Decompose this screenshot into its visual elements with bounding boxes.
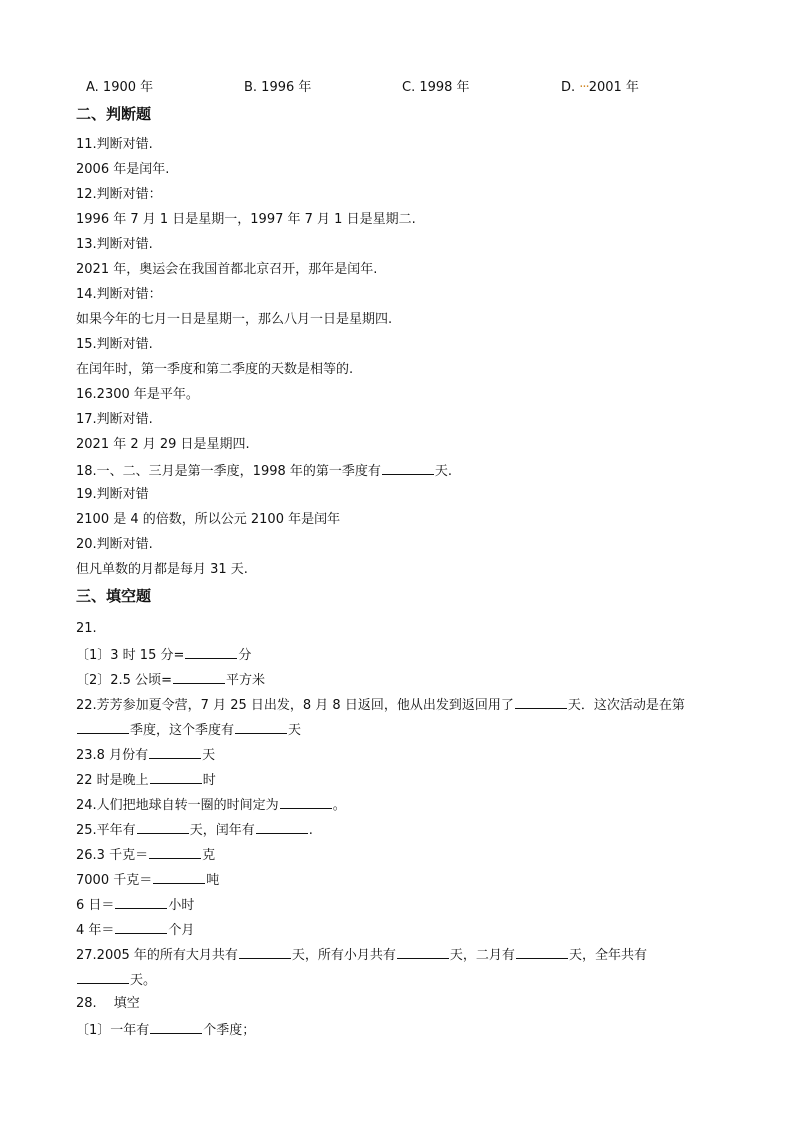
q21-p2-unit: 平方米	[225, 673, 265, 688]
answer-blank[interactable]	[239, 945, 291, 959]
judge-line: 12.判断对错：	[76, 187, 162, 202]
option-d	[561, 79, 639, 97]
answer-blank[interactable]	[115, 920, 167, 934]
q21-part1	[76, 645, 251, 665]
q23-text: 23.8 月份有	[76, 748, 149, 763]
judge-line: 20.判断对错.	[76, 537, 153, 552]
q26-line4	[76, 920, 194, 940]
option-d-value: 2001 年	[588, 80, 639, 95]
judge-line: 16.2300 年是平年。	[76, 387, 199, 402]
judge-line: 2006 年是闰年.	[76, 162, 170, 177]
q23-line2	[76, 770, 216, 790]
q21-p2-text: 〔2〕2.5 公顷=	[76, 673, 172, 688]
answer-blank[interactable]	[256, 820, 308, 834]
option-d-dots: ···	[579, 80, 589, 95]
q22-line2	[76, 720, 301, 740]
answer-blank[interactable]	[173, 670, 225, 684]
q27-text-3: 天，二月有	[449, 948, 515, 963]
answer-blank[interactable]	[149, 745, 201, 759]
judge-line: 1996 年 7 月 1 日是星期一，1997 年 7 月 1 日是星期二.	[76, 212, 416, 227]
q27-text: 27.2005 年的所有大月共有	[76, 948, 238, 963]
q26-text: 26.3 千克＝	[76, 848, 149, 863]
q27-end: 天。	[130, 973, 157, 988]
q26-unit: 克	[202, 848, 216, 863]
q26-line1	[76, 845, 215, 865]
question-18	[76, 461, 452, 481]
q23-unit: 天	[202, 748, 216, 763]
q28-number: 28. 填空	[76, 996, 140, 1011]
answer-blank[interactable]	[149, 845, 201, 859]
answer-blank[interactable]	[382, 461, 434, 475]
q28-p1-text: 〔1〕一年有	[76, 1023, 150, 1038]
q23-text-2: 22 时是晚上	[76, 773, 149, 788]
answer-blank[interactable]	[516, 945, 568, 959]
answer-blank[interactable]	[150, 1020, 202, 1034]
answer-blank[interactable]	[115, 895, 167, 909]
judge-line: 2021 年 2 月 29 日是星期四.	[76, 437, 250, 452]
judge-line: 如果今年的七月一日是星期一，那么八月一日是星期四.	[76, 312, 393, 327]
q21-part2	[76, 670, 265, 690]
answer-blank[interactable]	[153, 870, 205, 884]
section-2-title: 二、判断题	[76, 105, 152, 123]
option-a: A. 1900 年	[86, 80, 154, 95]
judge-line: 2100 是 4 的倍数，所以公元 2100 年是闰年	[76, 512, 341, 527]
judge-line: 在闰年时，第一季度和第二季度的天数是相等的.	[76, 362, 354, 377]
q21-number: 21.	[76, 621, 97, 636]
q26-text: 4 年＝	[76, 923, 115, 938]
judge-line: 但凡单数的月都是每月 31 天.	[76, 562, 248, 577]
answer-blank[interactable]	[280, 795, 332, 809]
q26-text: 6 日＝	[76, 898, 115, 913]
q27-text-4: 天，全年共有	[568, 948, 647, 963]
q24	[76, 795, 346, 815]
q18-text: 18.一、二、三月是第一季度，1998 年的第一季度有	[76, 464, 381, 479]
q21-p1-unit: 分	[238, 648, 252, 663]
q26-unit: 个月	[168, 923, 195, 938]
q25	[76, 820, 313, 840]
q27-line2	[76, 970, 156, 990]
q25-text-2: 天，闰年有	[189, 823, 255, 838]
q26-line2	[76, 870, 219, 890]
judge-line: 14.判断对错：	[76, 287, 162, 302]
answer-blank[interactable]	[185, 645, 237, 659]
q23-line1	[76, 745, 215, 765]
q21-p1-text: 〔1〕3 时 15 分=	[76, 648, 185, 663]
answer-blank[interactable]	[77, 970, 129, 984]
q22-text: 22.芳芳参加夏令营，7 月 25 日出发，8 月 8 日返回，他从出发到返回用了	[76, 698, 514, 713]
q24-text: 24.人们把地球自转一圈的时间定为	[76, 798, 279, 813]
q18-text-end: 天.	[434, 464, 453, 479]
q28-part1	[76, 1020, 255, 1040]
q22-text-3: 季度，这个季度有	[130, 723, 235, 738]
q25-text: 25.平年有	[76, 823, 136, 838]
answer-blank[interactable]	[137, 820, 189, 834]
judge-line: 15.判断对错.	[76, 337, 153, 352]
answer-blank[interactable]	[77, 720, 129, 734]
q24-end: 。	[332, 798, 346, 813]
q27-text-2: 天，所有小月共有	[291, 948, 396, 963]
judge-line: 19.判断对错	[76, 487, 149, 502]
answer-blank[interactable]	[235, 720, 287, 734]
answer-blank[interactable]	[515, 695, 567, 709]
q26-unit: 吨	[206, 873, 220, 888]
judge-line: 17.判断对错.	[76, 412, 153, 427]
q26-text: 7000 千克＝	[76, 873, 153, 888]
judge-line: 13.判断对错.	[76, 237, 153, 252]
q27-line1	[76, 945, 647, 965]
q22-line1	[76, 695, 685, 715]
answer-blank[interactable]	[397, 945, 449, 959]
q26-line3	[76, 895, 194, 915]
judge-line: 2021 年，奥运会在我国首都北京召开，那年是闰年.	[76, 262, 378, 277]
q23-unit-2: 时	[202, 773, 216, 788]
q25-end: .	[308, 823, 313, 838]
judge-line: 11.判断对错.	[76, 137, 153, 152]
q22-text-4: 天	[288, 723, 302, 738]
option-d-prefix: D.	[561, 80, 576, 95]
option-c: C. 1998 年	[402, 80, 470, 95]
q28-p1-end: 个季度；	[203, 1023, 256, 1038]
section-3-title: 三、填空题	[76, 587, 152, 605]
answer-blank[interactable]	[150, 770, 202, 784]
q22-text-2: 天．这次活动是在第	[567, 698, 685, 713]
option-b: B. 1996 年	[244, 80, 312, 95]
q26-unit: 小时	[168, 898, 195, 913]
